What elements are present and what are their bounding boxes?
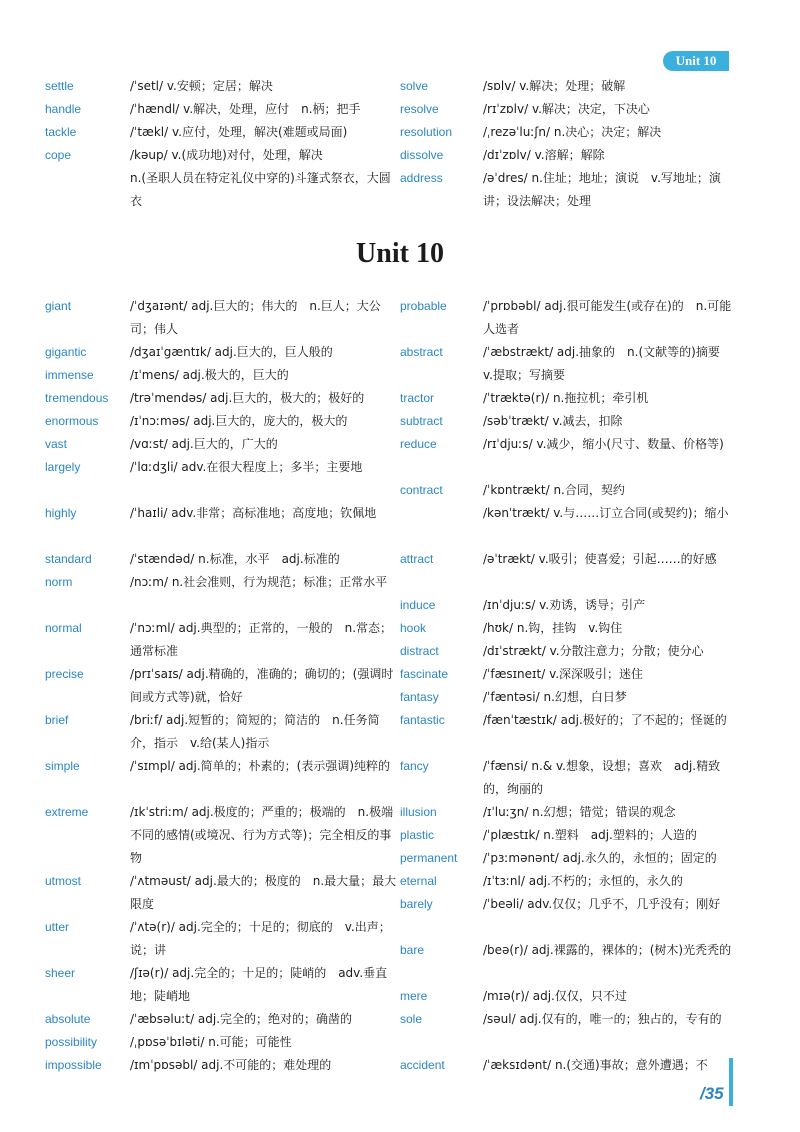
vocab-word: gigantic [45,345,87,359]
vocab-word: tractor [400,391,435,405]
vocab-definition: /rɪˈzɒlv/ v.解决；决定，下决心 [483,102,650,116]
vocab-word: induce [400,598,436,612]
vocab-word: sheer [45,966,76,980]
vocab-word: utter [45,920,70,934]
vocab-definition: /ˈfænsi/ n.& v.想象，设想；喜欢 adj.精致的，绚丽的 [483,759,721,796]
vocab-definition: /beə(r)/ adj.裸露的，裸体的；(树木)光秃秃的 [483,943,732,957]
vocab-definition: /ˈhaɪli/ adv.非常；高标准地；高度地；钦佩地 [130,506,377,520]
vocab-word: immense [45,368,94,382]
vocab-word: standard [45,552,92,566]
vocab-word: permanent [400,851,458,865]
vocab-definition: /kəup/ v.(成功地)对付，处理，解决 [130,148,323,162]
vocab-word: subtract [400,414,443,428]
vocab-word: eternal [400,874,437,888]
vocab-word: tremendous [45,391,109,405]
vocab-word: brief [45,713,69,727]
vocab-word: handle [45,102,82,116]
vocab-word: fantastic [400,713,445,727]
vocab-definition: /nɔːm/ n.社会准则，行为规范；标准；正常水平 [130,575,388,589]
vocab-word: sole [400,1012,423,1026]
vocab-definition: /ˈʌtə(r)/ adj.完全的；十足的；彻底的 v.出声；说；讲 [130,920,391,957]
page-edge-bar [729,1058,733,1106]
vocab-word: bare [400,943,425,957]
vocab-word: cope [45,148,72,162]
vocab-word: possibility [45,1035,98,1049]
vocab-word: extreme [45,805,89,819]
vocab-word: plastic [400,828,435,842]
vocab-word: probable [400,299,447,313]
vocab-word: resolution [400,125,453,139]
vocab-definition: /ˈdʒaɪənt/ adj.巨大的；伟大的 n.巨人；大公司；伟人 [130,299,381,336]
vocab-word: utmost [45,874,82,888]
vocab-word: hook [400,621,427,635]
unit-tab-label: Unit 10 [663,51,729,71]
vocab-definition: /ɪmˈpɒsəbl/ adj.不可能的；难处理的 [130,1058,332,1072]
vocab-definition: /ˈbeəli/ adv.仅仅；几乎不，几乎没有；刚好 [483,897,721,911]
vocab-word: reduce [400,437,437,451]
vocab-definition: /sɒlv/ v.解决；处理；破解 [483,79,626,93]
vocab-definition: /ɪˈtɜːnl/ adj.不朽的；永恒的，永久的 [483,874,683,888]
vocab-word: vast [45,437,68,451]
vocab-word: abstract [400,345,443,359]
vocab-definition: /ɪkˈstriːm/ adj.极度的；严重的；极端的 n.极端不同的感情(或境况、行为方式等)；完全相反的事物 [130,805,394,865]
vocab-definition: /ˈpɜːmənənt/ adj.永久的，永恒的；固定的 [483,851,717,865]
vocab-word: address [400,171,443,185]
vocab-definition: /ˈsɪmpl/ adj.简单的；朴素的；(表示强调)纯粹的 [130,759,391,773]
vocab-word: norm [45,575,73,589]
vocab-word: enormous [45,414,99,428]
vocab-definition: /ˈhændl/ v.解决，处理，应付 n.柄；把手 [130,102,361,116]
vocab-word: tackle [45,125,77,139]
vocab-definition: /ˈæbstrækt/ adj.抽象的 n.(文献等的)摘要 v.提取；写摘要 [483,345,732,382]
vocab-definition: /ˈtræktə(r)/ n.拖拉机；牵引机 [483,391,649,405]
vocab-definition: /kənˈtrækt/ v.与……订立合同(或契约)；缩小 [483,506,729,520]
unit-title: Unit 10 [356,238,444,269]
vocab-definition: /ɪˈnɔːməs/ adj.巨大的，庞大的，极大的 [130,414,348,428]
vocab-word: fancy [400,759,429,773]
vocab-definition: /ˈlɑːdʒli/ adv.在很大程度上；多半；主要地 [130,460,363,474]
vocab-word: attract [400,552,434,566]
vocab-definition: /fænˈtæstɪk/ adj.极好的；了不起的；怪诞的 [483,713,727,727]
vocab-definition: /ˈfæsɪneɪt/ v.深深吸引；迷住 [483,667,644,681]
vocab-definition: /dɪˈstrækt/ v.分散注意力；分散；使分心 [483,644,704,658]
vocab-definition: /rɪˈdjuːs/ v.减少，缩小(尺寸、数量、价格等) [483,437,724,451]
vocab-word: largely [45,460,81,474]
vocab-word: precise [45,667,84,681]
vocab-definition: /ˈstændəd/ n.标准，水平 adj.标准的 [130,552,340,566]
vocab-definition: /prɪˈsaɪs/ adj.精确的，准确的；确切的；(强调时间或方式等)就，恰好 [130,667,394,704]
vocab-definition: /səul/ adj.仅有的，唯一的；独占的，专有的 [483,1012,722,1026]
vocab-definition: /əˈdres/ n.住址；地址；演说 v.写地址；演讲；设法解决；处理 [483,171,721,208]
vocab-word: giant [45,299,72,313]
vocab-definition: /ˌrezəˈluːʃn/ n.决心；决定；解决 [483,125,662,139]
vocab-definition: /ˈʌtməust/ adj.最大的；极度的 n.最大量；最大限度 [130,874,397,911]
vocab-definition: /briːf/ adj.短暂的；简短的；简洁的 n.任务简介，指示 v.给(某人)指示 [130,713,380,750]
vocab-definition: /trəˈmendəs/ adj.巨大的，极大的；极好的 [130,391,365,405]
vocab-word: normal [45,621,82,635]
vocab-definition: /səbˈtrækt/ v.减去，扣除 [483,414,623,428]
vocab-definition: /ˈprɒbəbl/ adj.很可能发生(或存在)的 n.可能人选者 [483,299,732,336]
vocab-definition: /ˈæbsəluːt/ adj.完全的；绝对的；确凿的 [130,1012,353,1026]
vocab-definition: /ˈkɒntrækt/ n.合同，契约 [483,483,625,497]
vocab-definition: /ˈfæntəsi/ n.幻想，白日梦 [483,690,627,704]
vocab-word: resolve [400,102,439,116]
vocab-definition: /ɪˈmens/ adj.极大的，巨大的 [130,368,289,382]
vocab-definition: /ˈplæstɪk/ n.塑料 adj.塑料的；人造的 [483,828,697,842]
vocab-word: distract [400,644,439,658]
vocab-definition: /dʒaɪˈgæntɪk/ adj.巨大的，巨人般的 [130,345,333,359]
vocab-word: fascinate [400,667,449,681]
vocab-definition: n.(圣职人员在特定礼仪中穿的)斗篷式祭衣，大圆衣 [130,171,391,208]
vocab-definition: /hʊk/ n.钩，挂钩 v.钩住 [483,621,623,635]
vocab-word: contract [400,483,443,497]
vocab-definition: /ˈsetl/ v.安顿；定居；解决 [130,79,273,93]
vocab-word: mere [400,989,428,1003]
vocab-word: simple [45,759,80,773]
vocab-definition: /ˌpɒsəˈbɪləti/ n.可能；可能性 [130,1035,292,1049]
vocab-word: settle [45,79,74,93]
vocab-word: accident [400,1058,445,1072]
vocab-definition: /ˈæksɪdənt/ n.(交通)事故；意外遭遇；不 [483,1058,708,1072]
vocab-word: solve [400,79,429,93]
vocab-definition: /ˈnɔːml/ adj.典型的；正常的，一般的 n.常态；通常标准 [130,621,393,658]
vocab-word: illusion [400,805,437,819]
vocab-word: highly [45,506,77,520]
vocab-definition: /əˈtrækt/ v.吸引；使喜爱；引起……的好感 [483,552,717,566]
vocab-word: absolute [45,1012,91,1026]
page-number: /35 [700,1084,724,1103]
vocab-word: fantasy [400,690,439,704]
vocab-word: impossible [45,1058,102,1072]
vocab-word: dissolve [400,148,444,162]
vocab-definition: /ɪnˈdjuːs/ v.劝诱，诱导；引产 [483,598,646,612]
vocab-definition: /dɪˈzɒlv/ v.溶解；解除 [483,148,605,162]
vocab-definition: /ɪˈluːʒn/ n.幻想；错觉；错误的观念 [483,805,676,819]
vocab-word: barely [400,897,433,911]
vocab-definition: /ʃɪə(r)/ adj.完全的；十足的；陡峭的 adv.垂直地；陡峭地 [130,966,388,1003]
vocab-definition: /mɪə(r)/ adj.仅仅，只不过 [483,989,627,1003]
vocab-definition: /vɑːst/ adj.巨大的，广大的 [130,437,278,451]
vocab-definition: /ˈtækl/ v.应付，处理，解决(难题或局面) [130,125,348,139]
